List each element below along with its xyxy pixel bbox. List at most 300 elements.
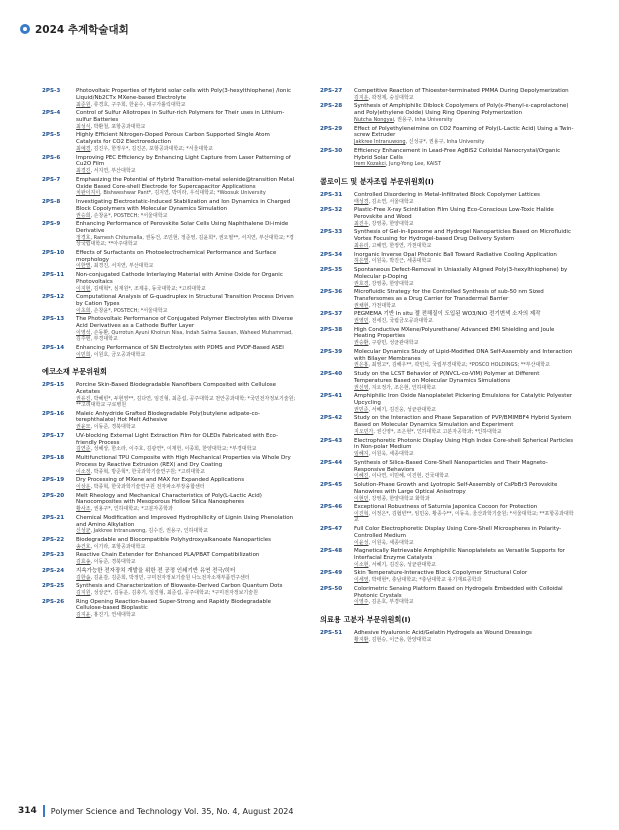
entry-code: 2PS-15 — [42, 382, 65, 389]
entry-presenter: 이민희 — [76, 351, 91, 358]
entry-body — [354, 630, 575, 643]
entry-authors — [76, 446, 297, 452]
entry-code: 2PS-24 — [42, 567, 65, 574]
entry-title: Enhancing Performance of Perovskite Solar Cells Using Naphthalene Di-imide Derivative — [76, 221, 289, 234]
entry-authors — [354, 540, 575, 546]
entry-body — [354, 349, 575, 369]
entry-authors — [76, 330, 297, 343]
entry-body — [354, 229, 575, 249]
entry-coauthors-affiliation: , Jung-Yong Lee, KAIST — [385, 161, 441, 168]
entry-title: Melt Rheology and Mechanical Characteristics of Poly(L-Lactic Acid) Nanocomposites with Mesoporous Hollow Silica Nanospheres — [76, 492, 262, 506]
entry-body — [354, 526, 575, 546]
program-entry — [320, 371, 575, 391]
entry-title: Improving PEC Efficiency by Enhancing Light Capture from Laser Patterning of Cu2O Film — [76, 154, 291, 168]
entry-coauthors-affiliation: , 강영종, 한양대학교 — [368, 220, 414, 227]
entry-title: Effects of Surfactants on Photoelectrochemical Performance and Surface morphology — [76, 249, 277, 263]
footer-divider — [43, 805, 45, 817]
entry-code: 2PS-12 — [42, 294, 65, 301]
program-entry — [320, 586, 575, 606]
entry-code: 2PS-42 — [320, 415, 343, 422]
program-entry — [42, 345, 297, 358]
entry-coauthors-affiliation: , 권용구*, 인하대학교; *고분자공학과 — [90, 506, 173, 513]
program-entry — [320, 415, 575, 435]
entry-authors — [354, 340, 575, 346]
entry-body — [76, 221, 297, 247]
entry-presenter: 이초희 — [76, 307, 91, 314]
entry-coauthors-affiliation: , 손창윤*, POSTECH; *서울대학교 — [90, 212, 168, 219]
entry-authors — [76, 286, 297, 292]
entry-body — [354, 311, 575, 324]
entry-title: Spontaneous Defect-Removal in Uniaxially Aligned Poly(3-hexylthiophene) by Molecular p-Doping — [354, 266, 568, 280]
program-list — [42, 382, 297, 618]
entry-authors — [76, 424, 297, 430]
program-entry — [42, 433, 297, 453]
entry-authors — [354, 577, 575, 583]
entry-presenter: 이영주 — [354, 599, 369, 606]
entry-code: 2PS-48 — [320, 548, 343, 555]
entry-title: Study on the Interaction and Phase Separation of PVP/BMIMBF4 Hybrid System Based on Molecular Dynamics Simulation and Experiment — [354, 415, 572, 429]
section-title-eco-materials: 에코소재 부문위원회 — [42, 367, 107, 377]
entry-code: 2PS-33 — [320, 229, 343, 236]
entry-body — [76, 199, 297, 219]
entry-code: 2PS-26 — [42, 598, 65, 605]
entry-title: Full Color Electrophoretic Display Using Core-Shell Microspheres in Polarity-Controlled Medium — [354, 525, 562, 539]
program-entry — [42, 568, 297, 581]
entry-body — [76, 88, 297, 108]
entry-body — [76, 583, 297, 596]
entry-body — [354, 586, 575, 606]
entry-code: 2PS-19 — [42, 477, 65, 484]
entry-body — [354, 88, 575, 101]
entry-presenter: 권승환 — [354, 340, 369, 347]
entry-coauthors-affiliation: , 서지연, 부산대학교 — [90, 168, 136, 175]
entry-authors — [354, 303, 575, 309]
entry-code: 2PS-17 — [42, 432, 65, 439]
program-entry — [42, 177, 297, 197]
page-header — [20, 20, 129, 38]
entry-code: 2PS-28 — [320, 103, 343, 110]
entry-coauthors-affiliation: , 이동준, 경북대학교 — [90, 559, 136, 566]
entry-body — [76, 250, 297, 270]
entry-coauthors-affiliation: , 류경호, 구주희, 한윤수, 대구가톨릭대학교 — [90, 101, 186, 108]
entry-coauthors-affiliation: , 이나연, 이민혜, 이진현, 건국대학교 — [368, 473, 449, 480]
entry-body — [76, 411, 297, 431]
entry-presenter: 김연준 — [76, 446, 91, 453]
entry-coauthors-affiliation: , 최경진, 서지연, 부산대학교 — [90, 263, 154, 270]
entry-authors — [76, 146, 297, 152]
entry-code: 2PS-45 — [320, 482, 343, 488]
entry-code: 2PS-40 — [320, 371, 343, 378]
program-entry — [42, 477, 297, 490]
entry-body — [354, 482, 575, 502]
entry-coauthors-affiliation: , 이원호, 금오공과대학교 — [90, 351, 146, 358]
program-list — [320, 630, 575, 643]
entry-title: Electrophoretic Photonic Display Using High Index Core-shell Spherical Particles in Non-polar Medium — [354, 437, 574, 451]
program-entry — [320, 126, 575, 146]
entry-coauthors-affiliation: , 강영종, 한양대학교 — [368, 280, 414, 287]
entry-coauthors-affiliation: , 김현승, 이근용, 한양대학교 — [368, 636, 432, 643]
entry-authors — [76, 190, 297, 196]
entry-code: 2PS-47 — [320, 525, 343, 532]
program-entry — [42, 382, 297, 408]
entry-coauthors-affiliation: , 강영종, 한양대학교 화학과 — [368, 495, 430, 502]
entry-presenter: 황사조 — [76, 506, 91, 513]
entry-body — [76, 177, 297, 197]
program-entry — [42, 155, 297, 175]
entry-title: Plastic-Free X-ray Scintillation Film Using Eco-Conscious Low-Toxic Halide Perovskite and Wood — [354, 207, 554, 220]
entry-body — [354, 252, 575, 265]
entry-title: Highly Efficient Nitrogen-Doped Porous Carbon Supported Single Atom Catalysts for CO2 Electroreduction — [76, 132, 270, 146]
entry-coauthors-affiliation: , 이동준, 경북대학교 — [90, 424, 136, 431]
entry-presenter: 황지환 — [354, 636, 369, 643]
entry-authors — [354, 281, 575, 287]
entry-title: Exceptional Robustness of Saturnia Japonica Cocoon for Protection — [354, 504, 538, 511]
entry-title: Enhancing Performance of SN Electrolytes with PDMS and PVDF-Based ASEI — [76, 344, 284, 351]
entry-presenter: 권윤모 — [76, 424, 91, 431]
entry-coauthors-affiliation: , 고혜연, 한정연, 가천대학교 — [368, 242, 432, 249]
entry-code: 2PS-13 — [42, 316, 65, 323]
entry-body — [354, 148, 575, 168]
entry-authors — [76, 124, 297, 130]
entry-code: 2PS-44 — [320, 459, 343, 466]
program-list — [320, 192, 575, 606]
entry-authors — [76, 484, 297, 490]
entry-code: 2PS-10 — [42, 249, 65, 256]
entry-body — [76, 316, 297, 342]
entry-presenter: 송건호 — [76, 543, 91, 550]
entry-code: 2PS-3 — [42, 88, 61, 94]
entry-body — [76, 272, 297, 292]
entry-body — [76, 599, 297, 619]
entry-title: Synthesis of Amphiphilic Diblock Copolymers of Poly(ε-Phenyl-ε-caprolactone) and Poly(ethylene Oxide) Using Ring Opening Polymerization — [354, 103, 569, 117]
entry-presenter: 김효송 — [76, 559, 91, 566]
entry-title: Investigating Electrostatic-Induced Stabilization and Ion Dynamics in Charged Block Copolymers with Molecular Dynamics Simulation — [76, 198, 291, 212]
entry-presenter: 권승희 — [76, 212, 91, 219]
entry-title: 지속가능한 전자장치 개발을 위한 전 공정 인쇄기반 유연 전극/히터 — [76, 567, 236, 574]
program-entry — [320, 88, 575, 101]
program-entry — [320, 311, 575, 324]
entry-authors — [354, 258, 575, 264]
entry-code: 2PS-36 — [320, 289, 343, 296]
program-list — [42, 88, 297, 358]
entry-title: Non-conjugated Cathode Interlaying Material with Amine Oxide for Organic Photovoltaics — [76, 271, 283, 285]
program-entry — [42, 599, 297, 619]
entry-title: Amphiphilic Iron Oxide Nanoplatelet Pickering Emulsions for Catalytic Polyester Upcycling — [354, 393, 573, 407]
entry-coauthors-affiliation: , 김운호, 부경대학교 — [368, 599, 414, 606]
program-entry — [320, 393, 575, 413]
program-entry — [320, 548, 575, 568]
program-entry — [42, 411, 297, 431]
entry-coauthors-affiliation: , 김윤감, 김준희, 박정민, 구미전자정보기술원 나노전자소재부품연구센터 — [90, 574, 250, 581]
entry-body — [76, 294, 297, 314]
program-entry — [320, 504, 575, 524]
entry-presenter: 이한별 — [76, 263, 91, 270]
entry-body — [354, 548, 575, 568]
entry-body — [76, 537, 297, 550]
entry-presenter: 이상운 — [76, 484, 91, 491]
entry-presenter: 권영민 — [354, 318, 369, 325]
program-entry — [42, 199, 297, 219]
entry-code: 2PS-6 — [42, 154, 61, 161]
entry-code: 2PS-7 — [42, 176, 61, 183]
program-entry — [42, 110, 297, 130]
entry-code: 2PS-11 — [42, 271, 65, 278]
entry-authors — [76, 506, 297, 512]
entry-code: 2PS-18 — [42, 455, 65, 462]
program-entry — [42, 272, 297, 292]
entry-presenter: 이혜진 — [354, 473, 369, 480]
entry-presenter: 김지운 — [354, 94, 369, 101]
entry-presenter: 정경호 — [76, 234, 91, 241]
entry-body — [76, 110, 297, 130]
entry-authors — [354, 511, 575, 524]
entry-title: Competitive Reaction of Thioester-terminated PMMA During Depolymerization — [354, 88, 569, 94]
entry-coauthors-affiliation: , 최영고*, 김해우**, 곽민석, 국립부경대학교; *POSCO HOLDINGS; **부산대학교 — [368, 362, 550, 369]
entry-body — [76, 568, 297, 581]
entry-title: The Photovoltaic Performance of Conjugated Polymer Electrolytes with Diverse Acid Derivatives as a Cathode Buffer Layer — [76, 316, 293, 330]
entry-presenter: 김한솜 — [76, 574, 91, 581]
entry-title: Reactive Chain Extender for Enhanced PLA/PBAT Compatibilization — [76, 552, 260, 559]
entry-body — [76, 345, 297, 358]
entry-authors — [354, 562, 575, 568]
entry-code: 2PS-51 — [320, 629, 343, 636]
entry-code: 2PS-27 — [320, 88, 343, 94]
entry-presenter: Jakkree Intranuwong — [354, 139, 406, 146]
entry-presenter: 최진우 — [354, 220, 369, 227]
program-entry — [320, 252, 575, 265]
program-entry — [320, 570, 575, 583]
entry-body — [354, 126, 575, 146]
entry-authors — [76, 235, 297, 248]
program-entry — [320, 349, 575, 369]
entry-coauthors-affiliation: , 권신영*, 조은현*, 인하대학교 고분자공학과; *인하대학교 — [373, 429, 502, 436]
entry-title: Skin Temperature-Interactive Block Copolymer Structural Color — [354, 570, 528, 577]
entry-authors — [76, 544, 297, 550]
entry-code: 2PS-41 — [320, 393, 343, 400]
entry-presenter: 권채현 — [354, 302, 369, 309]
program-entry — [42, 88, 297, 108]
entry-coauthors-affiliation: , 신성규*, 권용구, Inha University — [405, 139, 485, 146]
entry-title: Control of Sulfur Allotropes in Sulfur-rich Polymers for Their uses in Lithium-sulfur Batteries — [76, 110, 285, 123]
entry-authors — [354, 451, 575, 457]
entry-authors — [354, 243, 575, 249]
entry-title: Effect of Polyethyleneimine on CO2 Foaming of Poly(L-Lactic Acid) Using a Twin-screw Extruder — [354, 125, 574, 139]
entry-coauthors-affiliation: , 김진우, 한정우*, 김진곤, 포항공과대학교; *서울대학교 — [90, 145, 213, 152]
entry-code: 2PS-14 — [42, 344, 65, 351]
entry-body — [354, 371, 575, 391]
entry-code: 2PS-37 — [320, 311, 343, 318]
entry-title: Magnetically Retrievable Amphiphilic Nanoplatelets as Versatile Supports for Interfacial Enzyme Catalysts — [354, 548, 566, 561]
program-entry — [320, 207, 575, 227]
page-number: 314 — [18, 806, 37, 816]
entry-presenter: 이소현 — [354, 561, 369, 568]
entry-title: Biodegradable and Biocompatible Polyhydroxyalkanoate Nanoparticles — [76, 537, 272, 543]
entry-code: 2PS-38 — [320, 326, 343, 333]
entry-body — [76, 382, 297, 408]
entry-coauthors-affiliation: , 박혜빈*, 두현영**, 김다연, 임진형, 최준섭, 공주대학교 천안공과대학; *국민전자정보기술원; **고려대학교 구로병원 — [76, 395, 296, 409]
entry-coauthors-affiliation: , 박태현*, 충남대학교; *충남대학교 유기재료공학과 — [368, 577, 482, 584]
entry-coauthors-affiliation: , 홍진기, 연세대학교 — [90, 612, 136, 619]
entry-coauthors-affiliation: , 박종혁, 방준혁*, 한국과학기술연구원; *고려대학교 — [90, 468, 205, 475]
entry-coauthors-affiliation: , 이기라, 포항공과대학교 — [90, 543, 146, 550]
entry-title: Photovoltaic Properties of Hybrid solar cells with Poly(3-hexylthiophene) /Ionic Liquid/Nb2CTx MXene-based Electrolyte — [76, 88, 292, 101]
entry-presenter: 이영석 — [76, 329, 91, 336]
entry-title: High Conductive MXene/Polyurethane/ Advanced EMI Shielding and Joule Heating Properties — [354, 326, 555, 340]
entry-code: 2PS-39 — [320, 348, 343, 355]
program-entry — [320, 630, 575, 643]
entry-code: 2PS-22 — [42, 537, 65, 543]
entry-coauthors-affiliation: , 가천대학교 — [368, 302, 396, 309]
entry-code: 2PS-16 — [42, 410, 65, 417]
entry-body — [354, 327, 575, 347]
entry-presenter: 이윤성 — [354, 539, 369, 546]
entry-presenter: 권민준 — [354, 406, 369, 413]
entry-code: 2PS-46 — [320, 504, 343, 511]
entry-title: Porcine Skin-Based Biodegradable Nanofibers Composited with Cellulose Acetates — [76, 382, 277, 395]
entry-coauthors-affiliation: , 김태혁*, 심재원*, 조제웅, 동국대학교; *고려대학교 — [90, 285, 206, 292]
entry-code: 2PS-30 — [320, 147, 343, 154]
entry-coauthors-affiliation: , 박종혁, 한국과학기술연구원 전자파소부장융합센터 — [90, 484, 205, 491]
entry-body — [76, 433, 297, 453]
entry-title: Computational Analysis of G-quadruplex in Structural Transition Process Driven by Cation Types — [76, 294, 294, 307]
entry-presenter: 이진혁 — [354, 510, 369, 517]
entry-presenter: 김지원 — [76, 589, 91, 596]
entry-authors — [354, 429, 575, 435]
entry-coauthors-affiliation: , 손동환, Qurrotun Ayuni Khoirun Nisa, Indah Salma Sausan, Waheed Muhammad, 김주현, 부경대학교 — [76, 329, 293, 343]
entry-presenter: 지오민가 — [354, 429, 374, 436]
program-entry — [320, 289, 575, 309]
entry-presenter: 이세영 — [354, 577, 369, 584]
entry-body — [76, 455, 297, 475]
entry-body — [354, 207, 575, 227]
entry-authors — [354, 318, 575, 324]
program-entry — [320, 327, 575, 347]
entry-presenter: 최경진 — [76, 168, 91, 175]
entry-coauthors-affiliation: , 이정은*, 김협빈**, 임민웅, 황종수**, 이동욱, 울산과학기술원; *서울대학교; **포항공과대학교 — [354, 510, 574, 524]
entry-code: 2PS-29 — [320, 125, 343, 132]
entry-coauthors-affiliation: , 손창윤*, POSTECH; *서울대학교 — [90, 307, 168, 314]
entry-code: 2PS-35 — [320, 266, 343, 273]
entry-authors — [76, 469, 297, 475]
program-entry — [42, 537, 297, 550]
entry-coauthors-affiliation: , Ramesh Chitumalla, 권동건, 조민현, 정준영, 김윤희*, 권오필**, 서지연, 부산대학교; *경상국립대학교; **아주대학교 — [76, 234, 294, 248]
entry-title: Solution-Phase Growth and Lyotropic Self-Assembly of CsPbBr3 Perovskite Nanowires with Large Optical Anisotropy — [354, 482, 558, 495]
entry-authors — [354, 599, 575, 605]
entry-title: Microfluidic Strategy for the Controlled Synthesis of sub-50 nm Sized Transfersomes as a Drug Carrier for Transdermal Barrier — [354, 289, 544, 302]
program-entry — [42, 455, 297, 475]
entry-coauthors-affiliation: , 박환철, 포항공과대학교 — [90, 123, 146, 130]
program-entry — [320, 148, 575, 168]
entry-body — [354, 267, 575, 287]
entry-authors — [354, 473, 575, 479]
entry-authors — [76, 263, 297, 269]
entry-title: Adhesive Hyaluronic Acid/Gelatin Hydrogels as Wound Dressings — [354, 629, 532, 636]
entry-title: UV-blocking External Light Extraction Film for OLEDs Fabricated with Eco-friendly Process — [76, 432, 278, 446]
entry-coauthors-affiliation: , 이원욱, 세종대학교 — [368, 451, 414, 458]
entry-coauthors-affiliation: , 서혜기, 김진웅, 성균관대학교 — [368, 561, 436, 568]
program-entry — [320, 229, 575, 249]
entry-title: Efficiency Enhancement in Lead-Free AgBiS2 Colloidal Nanocrystal/Organic Hybrid Solar Cells — [354, 147, 561, 161]
program-entry — [320, 526, 575, 546]
entry-coauthors-affiliation: , 전세진, 국립금오공과대학교 — [368, 318, 433, 325]
section-title-colloid-assembly: 콜로이드 및 분자조립 부문위원회(I) — [320, 176, 434, 186]
entry-body — [354, 103, 575, 123]
entry-title: Dry Processing of MXene and MAX for Expanded Applications — [76, 477, 245, 484]
entry-body — [76, 155, 297, 175]
entry-body — [354, 415, 575, 435]
entry-title: Molecular Dynamics Study of Lipid-Modified DNA Self-Assembly and Interaction with Bilayer Membranes — [354, 348, 573, 362]
entry-coauthors-affiliation: , 이원욱, 세종대학교 — [368, 539, 414, 546]
entry-body — [354, 192, 575, 205]
entry-title: PEGMEMA 기반 In situ 젤 전해질이 도입된 WO3/NiO 전기변색 소자의 제작 — [354, 311, 541, 318]
entry-code: 2PS-43 — [320, 437, 343, 444]
entry-title: Synthesis of Silica-Based Core-Shell Nanoparticles and Their Magneto-Responsive Behaviors — [354, 459, 548, 473]
entry-code: 2PS-25 — [42, 583, 65, 590]
entry-title: Ring Opening Reaction-based Super-Strong and Rapidly Biodegradable Cellulose-based Bioplastic — [76, 598, 272, 612]
program-entry — [320, 482, 575, 502]
program-entry — [320, 267, 575, 287]
entry-title: Maleic Anhydride Grafted Biodegradable Poly(butylene adipate-co-terephthalate) Hot Melt Adhesive — [76, 410, 260, 424]
entry-code: 2PS-23 — [42, 552, 65, 559]
left-column — [42, 88, 297, 621]
entry-coauthors-affiliation: , 구광민, 성균관대학교 — [368, 340, 419, 347]
entry-presenter: 이지현 — [76, 285, 91, 292]
entry-coauthors-affiliation: , Jakkree Intranuwong, 김수진, 권용구, 인하대학교 — [90, 528, 208, 535]
entry-authors — [76, 559, 297, 565]
program-entry — [320, 192, 575, 205]
entry-title: Inorganic Inverse Opal Photonic Ball Toward Radiative Cooling Application — [354, 251, 557, 258]
journal-citation: Polymer Science and Technology Vol. 35, No. 4, August 2024 — [50, 806, 294, 816]
entry-authors — [76, 396, 297, 409]
entry-presenter: 권신영 — [354, 384, 369, 391]
entry-authors — [354, 221, 575, 227]
entry-authors — [76, 102, 297, 108]
entry-authors — [354, 385, 575, 391]
entry-title: Synthesis and Characterization of Biowaste-Derived Carbon Quantum Dots — [76, 583, 283, 590]
entry-presenter: 최준원 — [76, 101, 91, 108]
entry-presenter: 허은별 — [354, 258, 369, 265]
entry-title: Emphasizing the Potential of Hybrid Transition-metal selenide@transition Metal Oxide Based Core-shell Electrode for Supercapacitor Applications — [76, 176, 295, 190]
entry-authors — [76, 590, 297, 596]
entry-authors — [354, 117, 575, 123]
entry-title: Chemical Modification and Improved Hydrophilicity of Lignin Using Phenolation and Amino Alkylation — [76, 514, 294, 528]
entry-presenter: 최예경 — [76, 145, 91, 152]
entry-body — [76, 515, 297, 535]
entry-authors — [76, 308, 297, 314]
entry-authors — [354, 407, 575, 413]
entry-authors — [76, 213, 297, 219]
entry-authors — [354, 95, 575, 101]
entry-title: Study on the LCST Behavior of P(NVCL-co-VIM) Polymer at Different Temperatures Based on Molecular Dynamics Simulations — [354, 371, 540, 384]
entry-authors — [76, 528, 297, 534]
entry-authors — [354, 496, 575, 502]
program-entry — [42, 250, 297, 270]
entry-body — [76, 477, 297, 490]
entry-code: 2PS-9 — [42, 221, 61, 228]
entry-coauthors-affiliation: , Bishweshwar Pant*, 김지연, 박미라, 우석대학교; *Woosuk University — [100, 190, 266, 197]
program-entry — [42, 552, 297, 565]
entry-authors — [76, 352, 297, 358]
entry-body — [354, 289, 575, 309]
entry-coauthors-affiliation: , 권용구, Inha University — [394, 116, 453, 123]
entry-authors — [76, 575, 297, 581]
entry-presenter: 권호경 — [354, 280, 369, 287]
conference-logo-icon — [20, 24, 30, 34]
entry-code: 2PS-21 — [42, 514, 65, 521]
entry-authors — [354, 362, 575, 368]
section-title-medical-polymers: 의료용 고분자 부문위원회(I) — [320, 614, 411, 624]
entry-presenter: 최유리 — [354, 242, 369, 249]
